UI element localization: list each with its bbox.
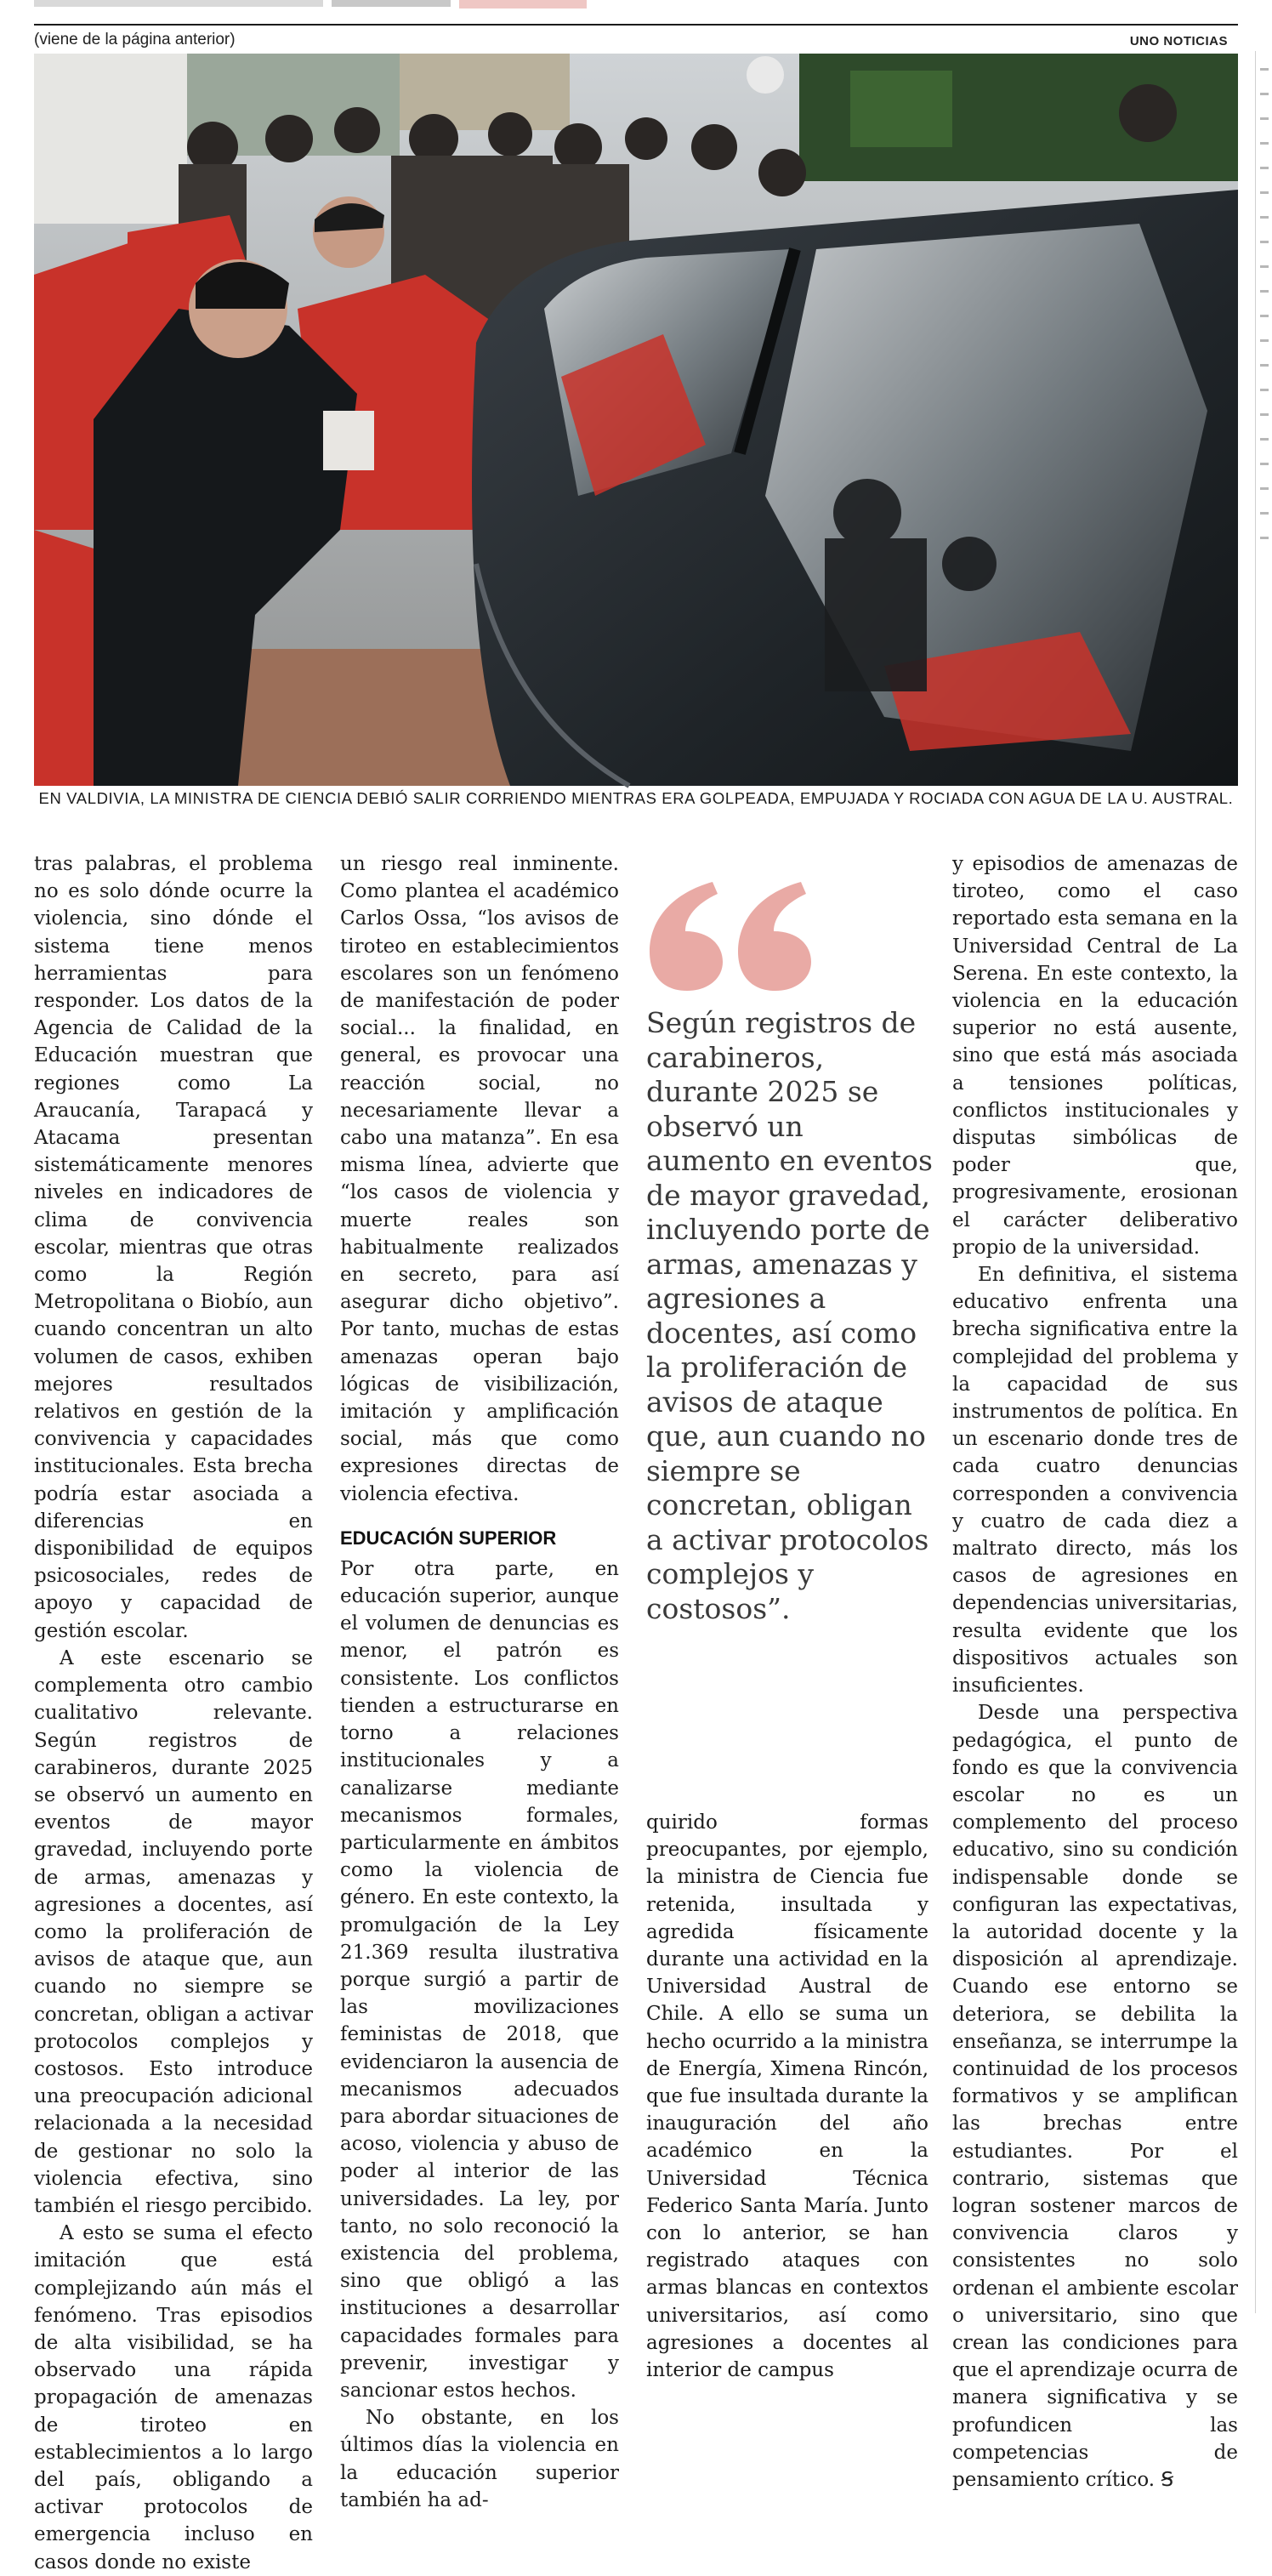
paragraph: No obstante, en los últimos días la violencia en la educación superior también ha ad-	[340, 2407, 619, 2511]
paragraph: En definitiva, el sistema educativo enfrenta una brecha significativa entre la complejidad del problema y la capacidad de sus instrumentos de política. En un escenario donde tres de cada cuatro denuncias corresponden a convivencia y cuatro de cada diez a maltrato directo, más los casos de agresiones en dependencias universitarias, resulta evidente que los dispositivos actuales son insuficientes.	[952, 1264, 1238, 1697]
article-column-1	[34, 850, 313, 2576]
news-photo	[34, 54, 1238, 786]
article-column-4	[952, 850, 1238, 2494]
paragraph-text: Desde una perspectiva pedagógica, el punto de fondo es que la convivencia escolar no es un complemento del proceso educativo, sino su condición indispensable donde se configuran las expectativas, la autoridad docente y la disposición al aprendizaje. Cuando ese entorno se deteriora, se debilita la enseñanza, se interrumpe la continuidad de los procesos formativos y se amplifican las brechas entre estudiantes. Por el contrario, sistemas que logran sostener marcos de convivencia claros y consistentes no solo ordenan el ambiente escolar o universitario, sino que crean las condiciones para que el aprendizaje ocurra de manera significativa y se profundicen las competencias de pensamiento crítico.	[952, 1702, 1238, 2491]
clipped-headline-fragment	[459, 0, 587, 9]
paragraph: un riesgo real inminente. Como plantea el académico Carlos Ossa, “los avisos de tiroteo en establecimientos escolares son un fenómeno de manifestación de poder social... la finalidad, en general, es provocar una reacción social, no necesariamente llevar a cabo una matanza”. En esa misma línea, advierte que “los casos de violencia y muerte reales son habitualmente realizados en secreto, para así asegurar dicho objetivo”. Por tanto, muchas de estas amenazas operan bajo lógicas de visibilización, imitación y amplificación social, más que como expresiones directas de violencia efectiva.	[340, 853, 619, 1505]
header-rule	[34, 24, 1238, 26]
paragraph: tras palabras, el problema no es solo dónde ocurre la violencia, sino dónde el sistema tiene menos herramientas para responder. Los datos de la Agencia de Calidad de la Educación muestran que regiones como La Araucanía, Tarapacá y Atacama presentan sistemáticamente menores niveles en indicadores de clima de convivencia escolar, mientras que otras como la Región Metropolitana o Biobío, aun cuando concentran un alto volumen de casos, exhiben mejores resultados relativos en gestión de la convivencia y capacidades institucionales. Esta brecha podría estar asociada a diferencias en disponibilidad de equipos psicosociales, redes de apoyo y capacidad de gestión escolar.	[34, 853, 313, 1642]
article-column-2	[340, 850, 619, 2514]
paragraph: A este escenario se complementa otro cambio cualitativo relevante. Según registros de carabineros, durante 2025 se observó un aumento en eventos de mayor gravedad, incluyendo porte de armas, amenazas y agresiones a docentes, así como la proliferación de avisos de ataque que, aun cuando no siempre se concretan, obligan a activar protocolos complejos y costosos. Esto introduce una preocupación adicional relacionada a la necesidad de gestionar no solo la violencia efectiva, sino también el riesgo percibido.	[34, 1646, 313, 2217]
pull-quote	[646, 880, 935, 1626]
column-rule	[1255, 51, 1256, 2313]
pull-quote-text: Según registros de carabineros, durante 2025 se observó un aumento en eventos de mayor gravedad, incluyendo porte de armas, amenazas y agresiones a docentes, así como la proliferación de avisos de ataque que, aun cuando no siempre se concretan, obligan a activar protocolos complejos y costosos”.	[646, 1006, 933, 1625]
quote-mark-icon	[646, 880, 816, 991]
paragraph: y episodios de amenazas de tiroteo, como el caso reportado esta semana en la Universidad Central de La Serena. En este contexto, la violencia en la educación superior no está ausente, sino que está más asociada a tensiones políticas, conflictos institucionales y disputas simbólicas de poder que, progresivamente, erosionan el carácter deliberativo propio de la universidad.	[952, 853, 1238, 1259]
section-subheading: EDUCACIÓN SUPERIOR	[340, 1527, 557, 1549]
paragraph	[952, 1699, 1238, 2494]
clipped-headline-fragment	[34, 0, 323, 7]
publication-label: UNO NOTICIAS	[1129, 34, 1228, 48]
article-column-3	[646, 1809, 928, 2384]
paragraph: Por otra parte, en educación superior, aunque el volumen de denuncias es menor, el patrón es consistente. Los conflictos tienden a estructurarse en torno a relaciones institucionales y a canalizarse mediante mecanismos formales, particularmente en ámbitos como la violencia de género. En este contexto, la promulgación de la Ley 21.369 resulta ilustrativa porque surgió a partir de las movilizaciones feministas de 2018, que evidenciaron la ausencia de mecanismos adecuados para abordar situaciones de acoso, violencia y abuso de poder al interior de las universidades. La ley, por tanto, no solo reconoció la existencia del problema, sino que obligó a las instituciones a desarrollar capacidades formales para prevenir, investigar y sancionar estos hechos.	[340, 1557, 619, 2402]
paragraph: quirido formas preocupantes, por ejemplo, la ministra de Ciencia fue retenida, insultada y agredida físicamente durante una actividad en la Universidad Austral de Chile. A ello se suma un hecho ocurrido a la ministra de Energía, Ximena Rincón, que fue insultada durante la inauguración del año académico en la Universidad Técnica Federico Santa María. Junto con lo anterior, se han registrado ataques con armas blancas en contextos universitarios, así como agresiones a docentes al interior de campus	[646, 1811, 928, 2382]
clipped-header-strip	[0, 0, 1272, 22]
adjacent-page-edge	[1258, 68, 1272, 2194]
end-mark-icon: Ꞩ	[1161, 2468, 1174, 2491]
photo-caption: EN VALDIVIA, LA MINISTRA DE CIENCIA DEBIÓ SALIR CORRIENDO MIENTRAS ERA GOLPEADA, EMPUJADA Y ROCIADA CON AGUA DE LA U. AUSTRAL.	[38, 789, 1234, 807]
paragraph: A esto se suma el efecto imitación que está complejizando aún más el fenómeno. Tras episodios de alta visibilidad, se ha observado una rápida propagación de amenazas de tiroteo en establecimientos a lo largo del país, obligando a activar protocolos de emergencia incluso en casos donde no existe	[34, 2222, 313, 2573]
clipped-headline-fragment	[332, 0, 451, 7]
continued-from-label: (viene de la página anterior)	[34, 31, 236, 48]
